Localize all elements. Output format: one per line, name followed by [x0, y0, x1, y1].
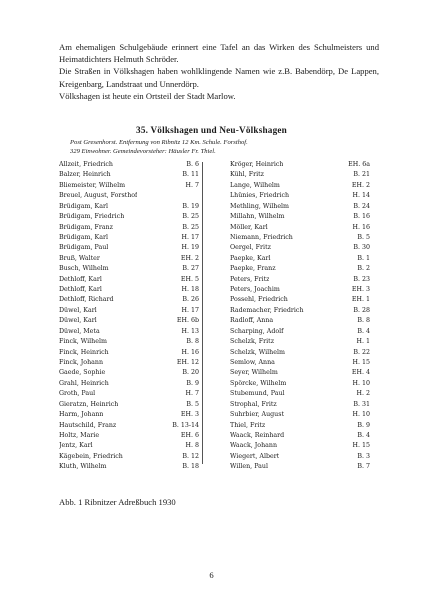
resident-entry — [59, 462, 199, 472]
resident-name: Dethloff, Richard — [59, 296, 114, 304]
resident-entry — [230, 410, 370, 420]
resident-entry — [59, 295, 199, 305]
directory-subheading-2: 329 Einwohner. Gemeindevorsteher: Häusler Fr. Thiel. — [70, 148, 216, 155]
resident-code: H. 18 — [181, 286, 199, 294]
resident-entry — [230, 243, 370, 253]
resident-name: Oergel, Fritz — [230, 244, 271, 252]
resident-name: Brüdigam, Karl — [59, 202, 108, 210]
resident-code: H. 17 — [181, 306, 199, 314]
resident-name: Jentz, Karl — [59, 442, 93, 450]
resident-name: Willen, Paul — [230, 463, 268, 471]
resident-code: H. 15 — [352, 442, 370, 450]
resident-code: B. 22 — [353, 348, 370, 356]
resident-name: Gieratzn, Heinrich — [59, 400, 119, 408]
resident-code: B. 4 — [357, 431, 370, 439]
resident-entry — [59, 337, 199, 347]
resident-name: Finck, Heinrich — [59, 348, 109, 356]
intro-paragraph-1: Am ehemaligen Schulgebäude erinnert eine Tafel an das Wirken des Schulmeisters und Heimatdichters Helmuth Schröder. — [59, 42, 379, 65]
resident-entry — [59, 358, 199, 368]
resident-name: Busch, Wilhelm — [59, 265, 109, 273]
resident-name: Hautschild, Franz — [59, 421, 117, 429]
resident-code: B. 16 — [353, 213, 370, 221]
resident-entry — [230, 223, 370, 233]
resident-code: H. 7 — [185, 390, 199, 398]
resident-entry — [230, 441, 370, 451]
resident-name: Brüdigam, Karl — [59, 233, 108, 241]
resident-name: Suhrbier, August — [230, 411, 284, 419]
resident-name: Allzeit, Friedrich — [59, 161, 113, 168]
resident-code: EH. 3 — [351, 286, 370, 294]
column-divider — [202, 162, 203, 464]
resident-entry — [59, 275, 199, 285]
resident-name: Dethloff, Karl — [59, 275, 102, 283]
intro-paragraph-3: Völkshagen ist heute ein Ortsteil der Stadt Marlow. — [59, 90, 236, 101]
resident-entry — [230, 285, 370, 295]
resident-entry — [230, 275, 370, 285]
resident-code: B. 2 — [357, 265, 370, 273]
resident-code: B. 28 — [353, 306, 370, 314]
resident-entry — [59, 389, 199, 399]
resident-entry — [230, 202, 370, 212]
resident-code: B. 23 — [353, 275, 370, 283]
resident-code: B. 11 — [182, 171, 199, 179]
resident-code: H. 2 — [356, 390, 370, 398]
figure-caption: Abb. 1 Ribnitzer Adreßbuch 1930 — [59, 497, 176, 507]
resident-entry — [230, 295, 370, 305]
resident-entry — [230, 254, 370, 264]
resident-name: Paepke, Franz — [230, 265, 276, 273]
resident-name: Methling, Wilhelm — [230, 202, 290, 210]
resident-name: Peters, Joachim — [230, 286, 280, 294]
resident-entry — [230, 379, 370, 389]
directory-subheading-1: Post Gresenhorst. Entfernung von Ribnitz 12 Km. Schule. Forsthof. — [70, 139, 248, 146]
resident-code: H. 16 — [352, 223, 370, 231]
resident-entry — [59, 233, 199, 243]
resident-entry — [59, 327, 199, 337]
resident-entry — [59, 452, 199, 462]
resident-entry — [230, 452, 370, 462]
intro-text — [59, 41, 379, 102]
resident-entry — [230, 389, 370, 399]
resident-entry — [230, 348, 370, 358]
resident-entry — [59, 223, 199, 233]
resident-name: Kluth, Wilhelm — [59, 463, 107, 471]
resident-code: EH. 5 — [180, 275, 199, 283]
resident-entry — [59, 254, 199, 264]
resident-name: Bruß, Walter — [59, 254, 100, 262]
resident-entry — [59, 441, 199, 451]
resident-name: Paepke, Karl — [230, 254, 271, 262]
resident-name: Gaede, Sophie — [59, 369, 106, 377]
resident-code: B. 18 — [182, 463, 199, 471]
resident-name: Finck, Wilhelm — [59, 338, 107, 346]
resident-code: B. 20 — [182, 369, 199, 377]
resident-entry — [59, 379, 199, 389]
resident-entry — [59, 160, 199, 170]
resident-code: H. 13 — [181, 327, 199, 335]
resident-name: Möller, Karl — [230, 223, 268, 231]
resident-code: H. 19 — [181, 244, 199, 252]
resident-entry — [59, 170, 199, 180]
resident-name: Kägebein, Friedrich — [59, 452, 123, 460]
resident-name: Lange, Wilhelm — [230, 181, 280, 189]
resident-code: EH. 1 — [351, 296, 370, 304]
resident-code: EH. 6a — [348, 161, 370, 168]
resident-code: H. 15 — [352, 359, 370, 367]
resident-code: B. 9 — [186, 379, 199, 387]
resident-entry — [230, 462, 370, 472]
resident-name: Kühl, Fritz — [230, 171, 264, 179]
resident-entry — [59, 243, 199, 253]
resident-entry — [59, 191, 199, 201]
resident-entry — [230, 316, 370, 326]
resident-code: B. 31 — [353, 400, 370, 408]
resident-code: H. 1 — [356, 338, 370, 346]
resident-name: Seyer, Wilhelm — [230, 369, 278, 377]
resident-entry — [230, 181, 370, 191]
resident-name: Waack, Johann — [230, 442, 278, 450]
resident-entry — [230, 358, 370, 368]
resident-code: B. 30 — [353, 244, 370, 252]
resident-name: Düwel, Meta — [59, 327, 100, 335]
resident-name: Rademacher, Friedrich — [230, 306, 304, 314]
resident-entry — [230, 233, 370, 243]
resident-entry — [230, 160, 370, 170]
resident-entry — [59, 202, 199, 212]
resident-entry — [230, 337, 370, 347]
resident-entry — [230, 431, 370, 441]
resident-entry — [230, 400, 370, 410]
resident-code: B. 1 — [357, 254, 370, 262]
resident-entry — [59, 400, 199, 410]
resident-name: Kröger, Heinrich — [230, 161, 284, 168]
resident-name: Possehl, Friedrich — [230, 296, 288, 304]
resident-name: Brüdigam, Franz — [59, 223, 114, 231]
resident-name: Schelzk, Fritz — [230, 338, 275, 346]
resident-code: B. 21 — [353, 171, 370, 179]
resident-name: Brüdigam, Paul — [59, 244, 109, 252]
resident-entry — [59, 212, 199, 222]
resident-name: Düwel, Karl — [59, 317, 97, 325]
resident-entry — [59, 348, 199, 358]
resident-name: Grahl, Heinrich — [59, 379, 109, 387]
resident-name: Scharping, Adolf — [230, 327, 284, 335]
resident-name: Groth, Paul — [59, 390, 96, 398]
resident-code: H. 10 — [352, 379, 370, 387]
resident-entry — [59, 264, 199, 274]
resident-name: Wiegert, Albert — [230, 452, 280, 460]
resident-code: B. 26 — [182, 296, 199, 304]
resident-code: B. 3 — [357, 452, 370, 460]
resident-code: B. 5 — [357, 233, 370, 241]
resident-code: B. 7 — [357, 463, 370, 471]
resident-name: Millahn, Wilhelm — [230, 213, 285, 221]
resident-code: B. 24 — [353, 202, 370, 210]
resident-code: B. 27 — [182, 265, 199, 273]
resident-name: Stubemund, Paul — [230, 390, 285, 398]
resident-list-right — [230, 160, 370, 473]
resident-name: Strophal, Fritz — [230, 400, 277, 408]
resident-name: Brüdigam, Friedrich — [59, 213, 125, 221]
resident-entry — [230, 212, 370, 222]
resident-entry — [59, 181, 199, 191]
directory-heading: 35. Völkshagen und Neu-Völkshagen — [136, 125, 287, 135]
resident-code: H. 17 — [181, 233, 199, 241]
resident-code: B. 25 — [182, 213, 199, 221]
resident-entry — [230, 191, 370, 201]
resident-name: Spörcke, Wilhelm — [230, 379, 287, 387]
resident-code: EH. 6 — [180, 431, 199, 439]
resident-code: EH. 6b — [176, 317, 199, 325]
resident-code: H. 7 — [185, 181, 199, 189]
resident-code: H. 16 — [181, 348, 199, 356]
resident-entry — [230, 368, 370, 378]
resident-name: Semlow, Anna — [230, 359, 275, 367]
resident-code — [197, 191, 199, 201]
resident-code: B. 4 — [357, 327, 370, 335]
resident-name: Radloff, Anna — [230, 317, 274, 325]
resident-name: Schelzk, Wilhelm — [230, 348, 285, 356]
resident-entry — [230, 170, 370, 180]
resident-entry — [59, 306, 199, 316]
resident-entry — [59, 421, 199, 431]
resident-code: H. 14 — [352, 192, 370, 200]
resident-name: Finck, Johann — [59, 359, 104, 367]
resident-entry — [230, 306, 370, 316]
resident-code: B. 12 — [182, 452, 199, 460]
resident-name: Bliemeister, Wilhelm — [59, 181, 126, 189]
resident-entry — [59, 410, 199, 420]
resident-code: B. 13-14 — [172, 421, 199, 429]
resident-name: Holtz, Marie — [59, 431, 100, 439]
resident-name: Harm, Johann — [59, 411, 104, 419]
resident-entry — [230, 421, 370, 431]
resident-name: Niemann, Friedrich — [230, 233, 293, 241]
resident-entry — [230, 327, 370, 337]
resident-code: B. 8 — [186, 338, 199, 346]
resident-code: B. 5 — [186, 400, 199, 408]
resident-code: B. 9 — [357, 421, 370, 429]
resident-code: EH. 2 — [180, 254, 199, 262]
resident-name: Peters, Fritz — [230, 275, 270, 283]
resident-name: Thiel, Fritz — [230, 421, 266, 429]
resident-code: B. 8 — [357, 317, 370, 325]
resident-code: H. 8 — [185, 442, 199, 450]
resident-entry — [59, 285, 199, 295]
resident-name: Balzer, Heinrich — [59, 171, 111, 179]
resident-code: EH. 12 — [176, 359, 199, 367]
resident-name: Lhünies, Friedrich — [230, 192, 290, 200]
resident-name: Dethloff, Karl — [59, 286, 102, 294]
resident-name: Breuel, August, Forsthof — [59, 192, 138, 200]
page-number: 6 — [209, 570, 214, 580]
resident-code: EH. 3 — [180, 411, 199, 419]
resident-name: Düwel, Karl — [59, 306, 97, 314]
resident-entry — [59, 316, 199, 326]
resident-entry — [59, 431, 199, 441]
resident-code: B. 25 — [182, 223, 199, 231]
resident-code: B. 6 — [186, 161, 199, 168]
resident-entry — [59, 368, 199, 378]
resident-code: EH. 4 — [351, 369, 370, 377]
resident-code: H. 10 — [352, 411, 370, 419]
resident-list-left — [59, 160, 199, 473]
intro-paragraph-2: Die Straßen in Völkshagen haben wohlklingende Namen wie z.B. Babendörp, De Lappen, Kreigenbarg, Landstraat und Unnerdörp. — [59, 66, 379, 89]
resident-code: EH. 2 — [351, 181, 370, 189]
resident-name: Waack, Reinhard — [230, 431, 285, 439]
resident-entry — [230, 264, 370, 274]
resident-code: B. 19 — [182, 202, 199, 210]
